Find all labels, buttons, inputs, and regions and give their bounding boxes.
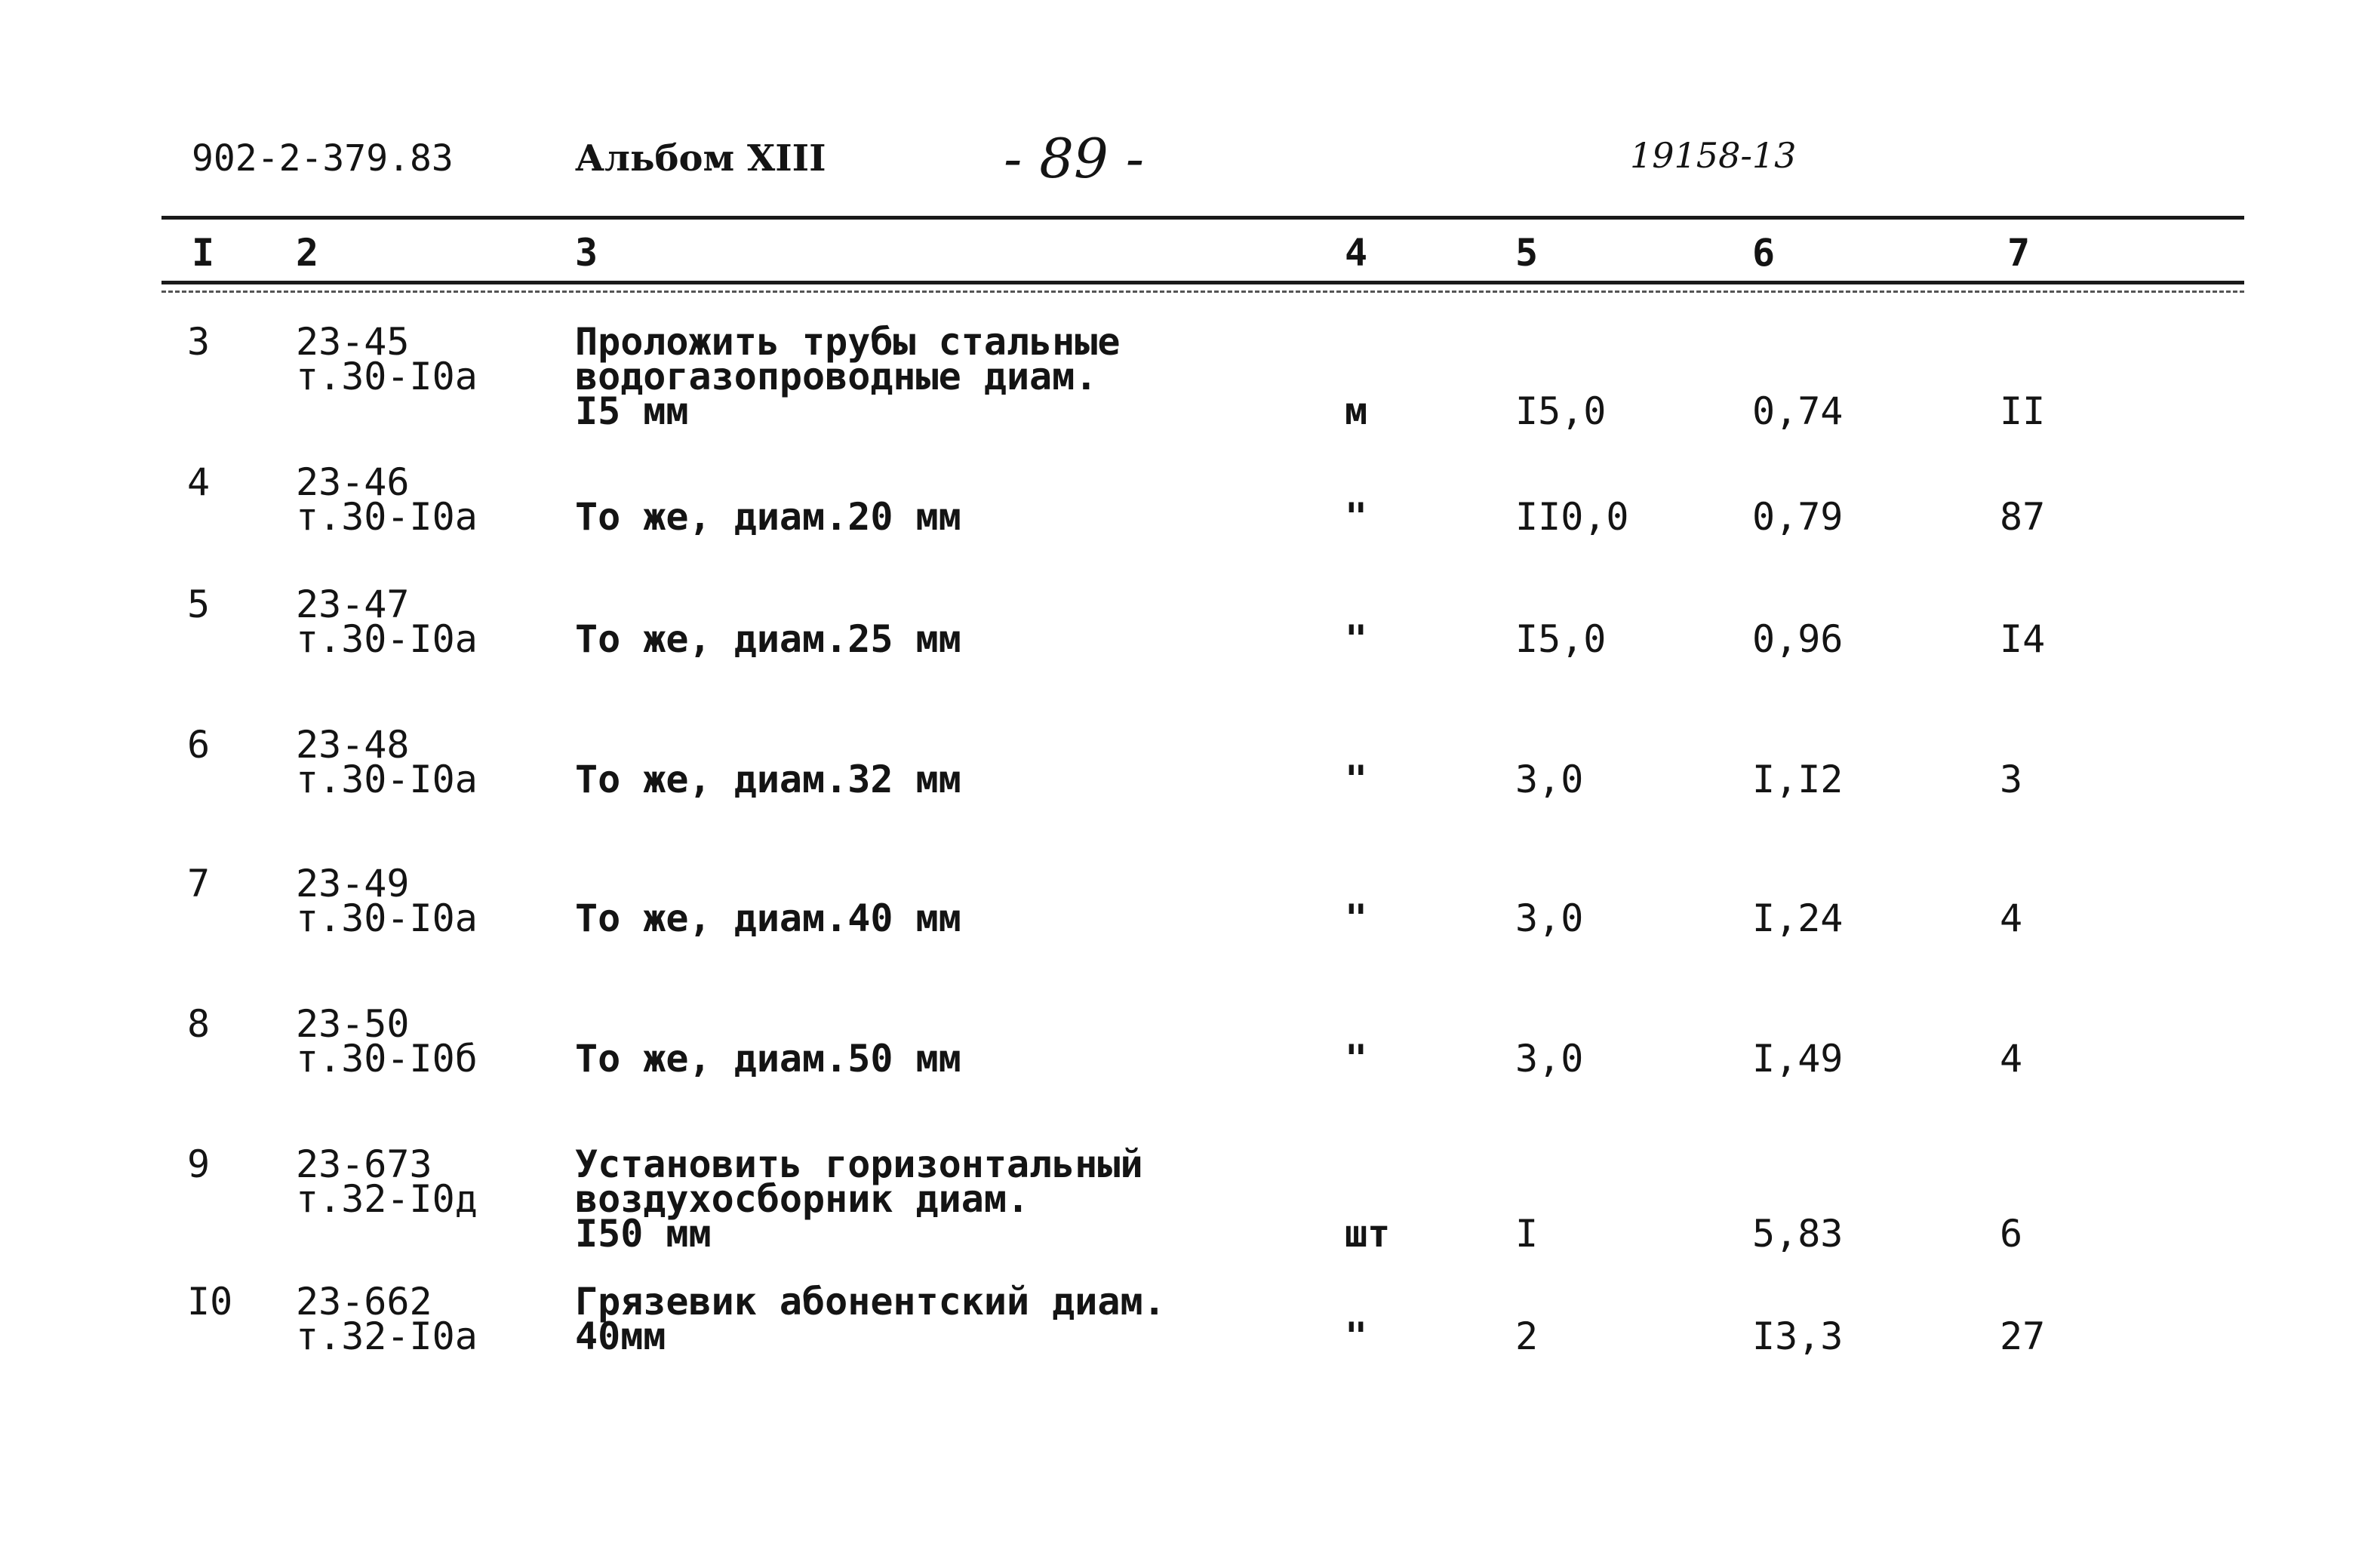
norm-table-ref: т.30-I0а xyxy=(296,896,478,940)
norm-code: 23-662 xyxy=(296,1280,432,1324)
work-description: То же, диам.40 мм xyxy=(575,896,961,940)
total-value: 27 xyxy=(2000,1314,2046,1358)
norm-code: 23-46 xyxy=(296,460,410,504)
unit-rate: 0,79 xyxy=(1752,495,1844,539)
page-number: - 89 - xyxy=(1004,127,1145,190)
table-header-dashed-rule xyxy=(161,291,2244,293)
table-top-rule xyxy=(161,216,2244,220)
work-description: Проложить трубы стальные xyxy=(575,320,1121,364)
row-number: 3 xyxy=(187,320,211,364)
album-title: Альбом XIII xyxy=(575,137,826,180)
row-number: 9 xyxy=(187,1142,211,1186)
work-description: То же, диам.50 мм xyxy=(575,1037,961,1081)
row-number: 8 xyxy=(187,1002,211,1046)
work-description: Грязевик абонентский диам. xyxy=(575,1280,1166,1324)
norm-table-ref: т.32-I0а xyxy=(296,1314,478,1358)
unit-rate: 5,83 xyxy=(1752,1212,1844,1256)
total-value: 4 xyxy=(2000,1037,2023,1081)
row-number: 4 xyxy=(187,460,211,504)
total-value: 4 xyxy=(2000,896,2023,940)
column-header-1: I xyxy=(192,231,215,275)
quantity: I xyxy=(1515,1212,1539,1256)
norm-table-ref: т.30-I0б xyxy=(296,1037,478,1081)
total-value: 6 xyxy=(2000,1212,2023,1256)
column-header-6: 6 xyxy=(1752,231,1776,275)
work-description: воздухосборник диам. xyxy=(575,1177,1030,1221)
unit-rate: I3,3 xyxy=(1752,1314,1844,1358)
norm-table-ref: т.32-I0д xyxy=(296,1177,478,1221)
column-header-2: 2 xyxy=(296,231,319,275)
work-description: I5 мм xyxy=(575,389,689,433)
work-description: То же, диам.32 мм xyxy=(575,758,961,801)
unit-of-measure: " xyxy=(1345,617,1368,661)
unit-rate: 0,74 xyxy=(1752,389,1844,433)
quantity: I5,0 xyxy=(1515,617,1607,661)
quantity: 3,0 xyxy=(1515,896,1584,940)
column-header-7: 7 xyxy=(2007,231,2031,275)
quantity: II0,0 xyxy=(1515,495,1629,539)
quantity: 3,0 xyxy=(1515,1037,1584,1081)
unit-of-measure: м xyxy=(1345,389,1368,433)
norm-code: 23-47 xyxy=(296,583,410,626)
norm-table-ref: т.30-I0а xyxy=(296,758,478,801)
unit-of-measure: " xyxy=(1345,896,1368,940)
table-header-rule xyxy=(161,281,2244,284)
total-value: 3 xyxy=(2000,758,2023,801)
document-number: 19158-13 xyxy=(1630,135,1797,176)
row-number: 7 xyxy=(187,862,211,905)
unit-rate: 0,96 xyxy=(1752,617,1844,661)
norm-code: 23-48 xyxy=(296,723,410,767)
total-value: I4 xyxy=(2000,617,2046,661)
work-description: То же, диам.25 мм xyxy=(575,617,961,661)
norm-code: 23-49 xyxy=(296,862,410,905)
project-code: 902-2-379.83 xyxy=(192,137,454,180)
norm-table-ref: т.30-I0а xyxy=(296,617,478,661)
work-description: Установить горизонтальный xyxy=(575,1142,1143,1186)
quantity: I5,0 xyxy=(1515,389,1607,433)
column-header-3: 3 xyxy=(575,231,598,275)
norm-code: 23-45 xyxy=(296,320,410,364)
total-value: 87 xyxy=(2000,495,2046,539)
unit-of-measure: шт xyxy=(1345,1212,1391,1256)
work-description: То же, диам.20 мм xyxy=(575,495,961,539)
work-description: водогазопроводные диам. xyxy=(575,355,1098,398)
unit-rate: I,24 xyxy=(1752,896,1844,940)
unit-of-measure: " xyxy=(1345,1037,1368,1081)
unit-of-measure: " xyxy=(1345,758,1368,801)
norm-code: 23-673 xyxy=(296,1142,432,1186)
norm-code: 23-50 xyxy=(296,1002,410,1046)
work-description: I50 мм xyxy=(575,1212,712,1256)
unit-rate: I,I2 xyxy=(1752,758,1844,801)
total-value: II xyxy=(2000,389,2046,433)
row-number: I0 xyxy=(187,1280,233,1324)
norm-table-ref: т.30-I0а xyxy=(296,355,478,398)
quantity: 3,0 xyxy=(1515,758,1584,801)
column-header-4: 4 xyxy=(1345,231,1368,275)
row-number: 5 xyxy=(187,583,211,626)
unit-of-measure: " xyxy=(1345,1314,1368,1358)
column-header-5: 5 xyxy=(1515,231,1539,275)
work-description: 40мм xyxy=(575,1314,666,1358)
row-number: 6 xyxy=(187,723,211,767)
quantity: 2 xyxy=(1515,1314,1539,1358)
unit-rate: I,49 xyxy=(1752,1037,1844,1081)
norm-table-ref: т.30-I0а xyxy=(296,495,478,539)
unit-of-measure: " xyxy=(1345,495,1368,539)
